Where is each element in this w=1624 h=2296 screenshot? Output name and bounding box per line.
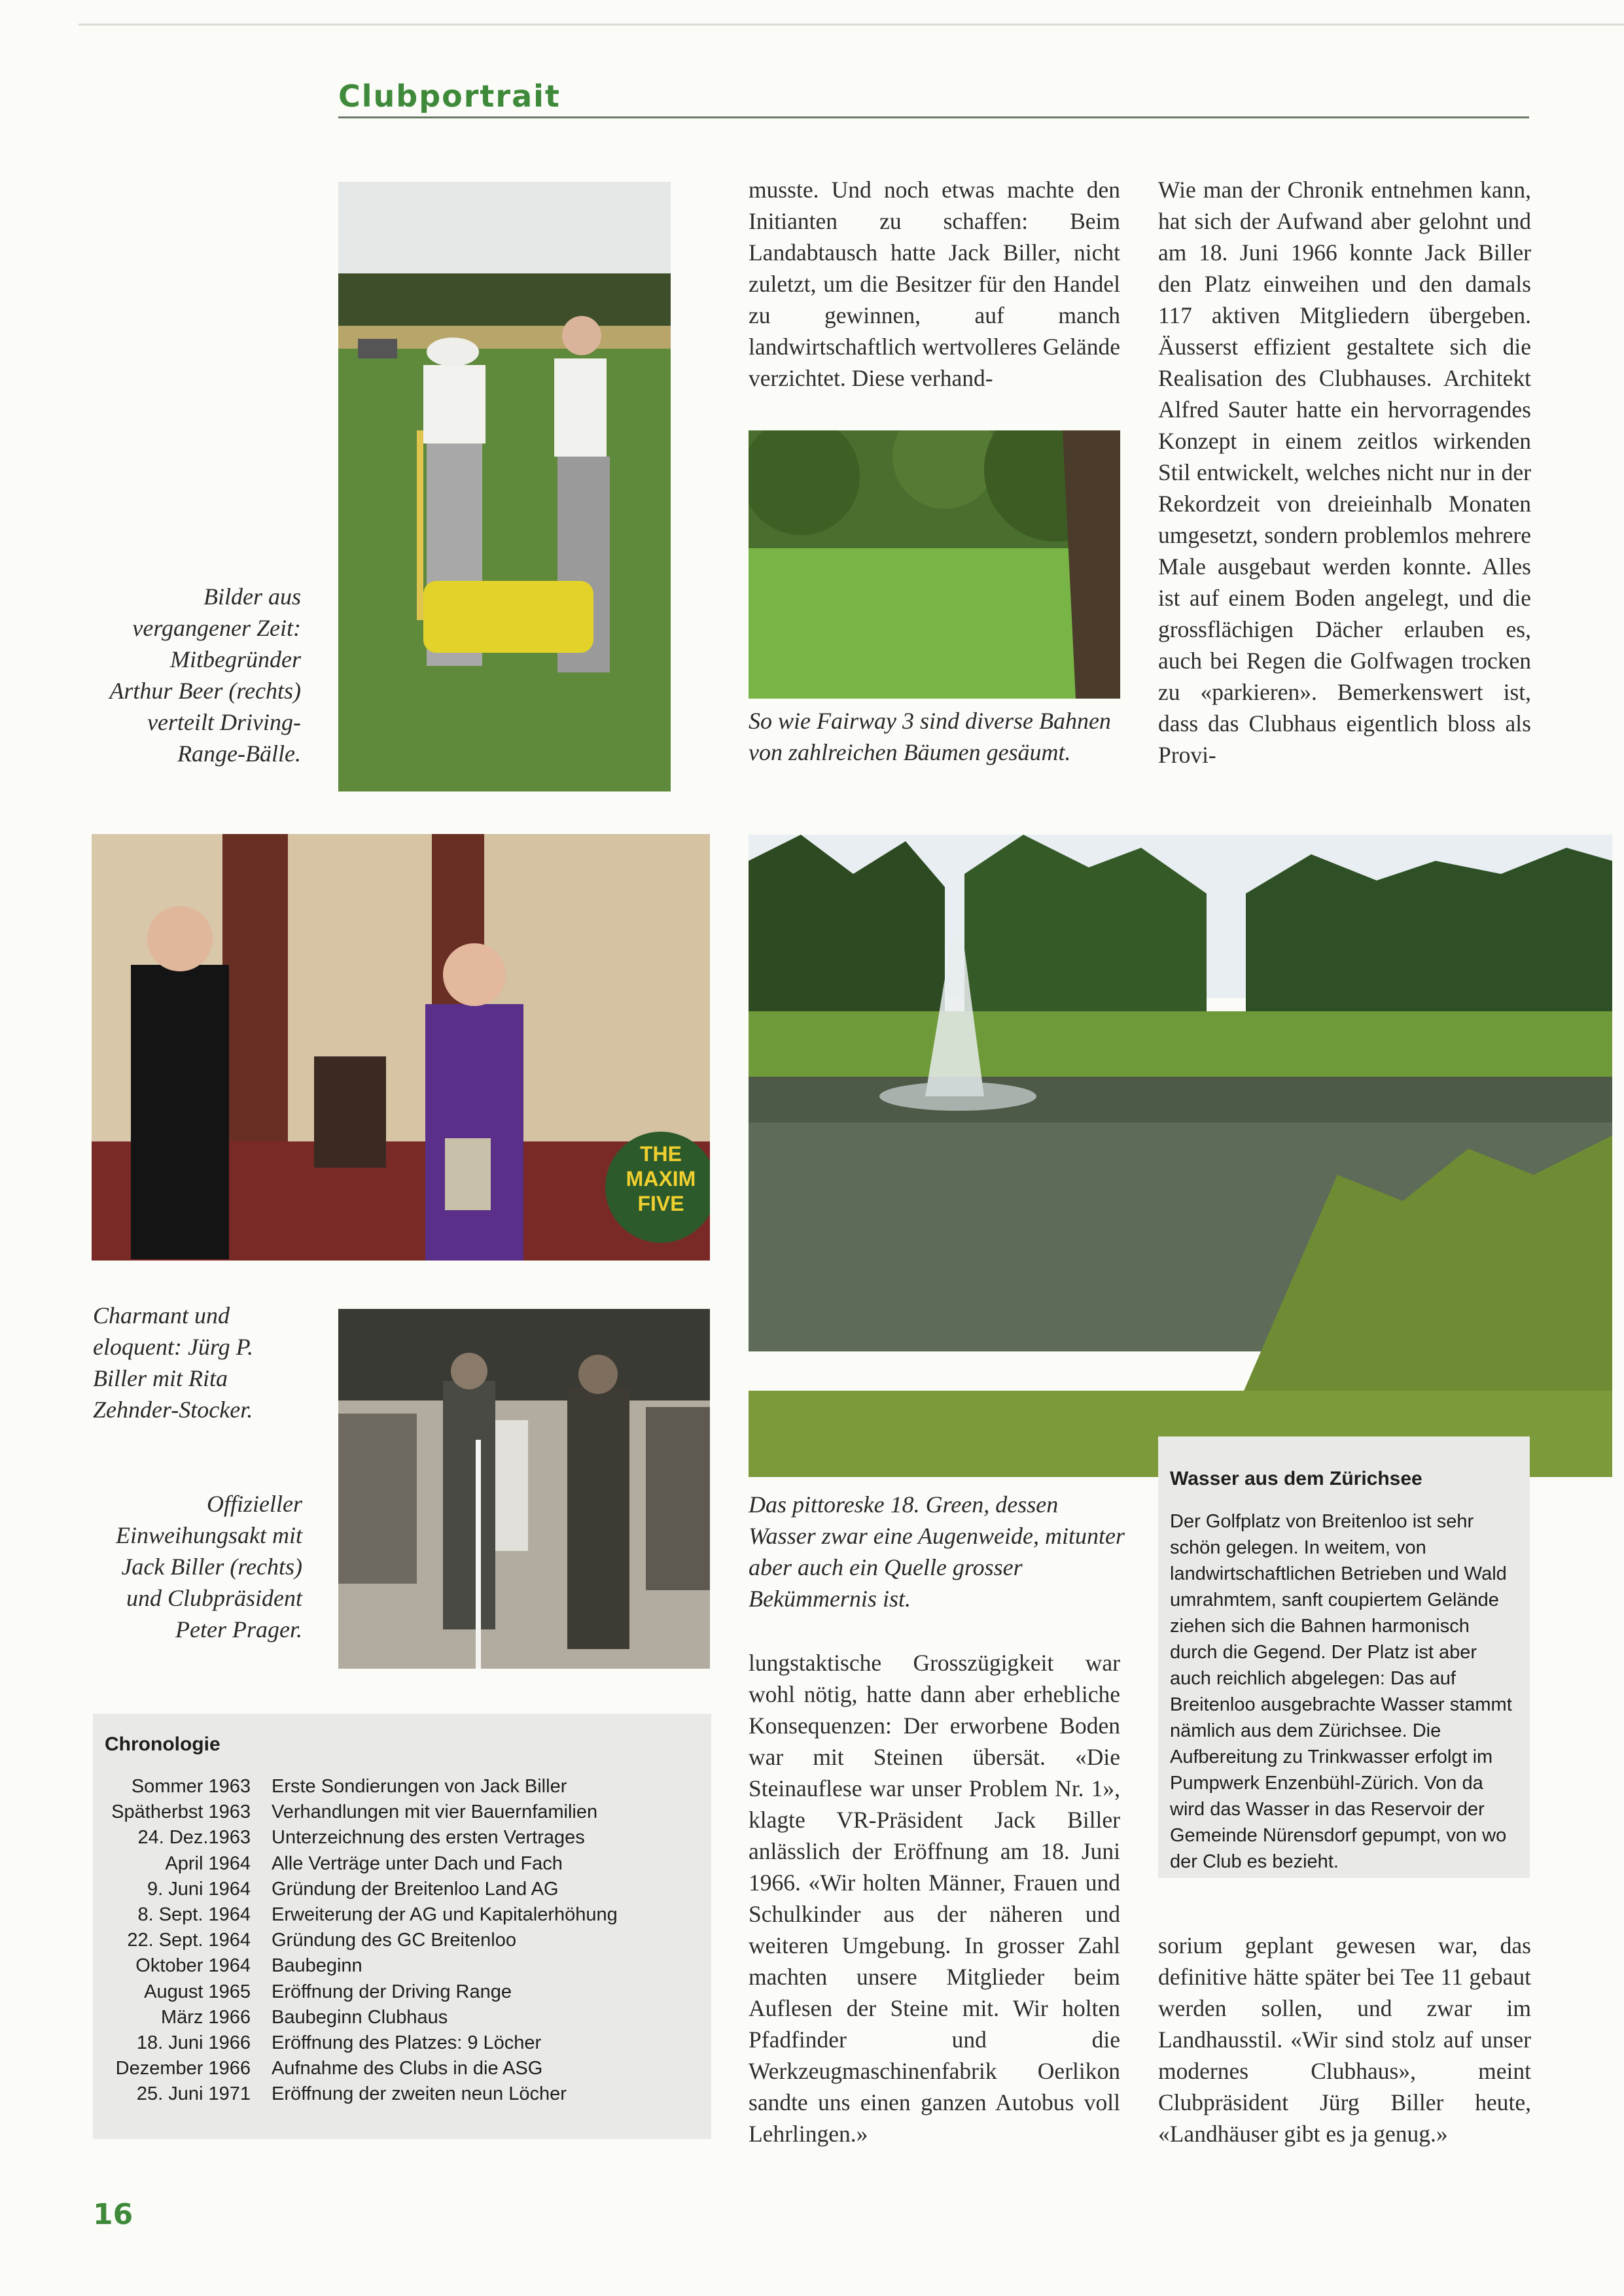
chronology-box bbox=[93, 1714, 711, 2139]
chronology-row bbox=[93, 2030, 711, 2056]
chronology-row bbox=[93, 1928, 711, 1953]
paragraph: lungstaktische Grosszügigkeit war wohl nötig, hatte dann aber erhebliche Konsequenzen: Der erworbene Boden war mit Steinen übersät. «Die Steinauflese war unser Problem Nr. 1», klagte VR-Präsident Jack Biller anlässlich der Eröffnung am 18. Juni 1966. «Wir holten Männer, Frauen und Schulkinder aus der näheren und weiteren Umgebung. In grosser Zahl machten unsere Mitglieder beim Auflesen der Steine mit. Wir holten Pfadfinder und die Werkzeugmaschinenfabrik Oerlikon sandte uns einen ganzen Autobus voll Lehrlingen.» bbox=[749, 1650, 1120, 2147]
chronology-event: Eröffnung des Platzes: 9 Löcher bbox=[272, 2032, 542, 2054]
chronology-date: Dezember 1966 bbox=[115, 2058, 251, 2079]
chronology-event: Baubeginn bbox=[272, 1955, 362, 1977]
section-title: Clubportrait bbox=[338, 78, 561, 114]
photo-driving-range bbox=[338, 182, 671, 791]
drum-label bbox=[609, 1141, 710, 1216]
chronology-row bbox=[93, 2081, 711, 2107]
paragraph: musste. Und noch etwas machte den Initianten zu schaffen: Beim Landabtausch hatte Jack Biller, nicht zuletzt, um die Besitzer für den Handel zu gewinnen, auf manch landwirtschaftlich wertvolleres Gelände verzichtet. Diese verhand- bbox=[749, 177, 1120, 391]
chronology-date: 8. Sept. 1964 bbox=[137, 1904, 251, 1926]
chronology-date: August 1965 bbox=[144, 1981, 251, 2002]
title-rule bbox=[338, 116, 1529, 118]
infobox-text: Der Golfplatz von Breitenloo ist sehr schön gelegen. In weitem, von landwirtschaftlichen Betrieben und Wald umrahmtem, sanft coupiertem Gelände ziehen sich die Bahnen harmonisch durch die Gegend. Der Platz ist aber auch reichlich abgelegen: Das auf Breitenloo ausgebrachte Wasser stammt nämlich aus dem Zürichsee. Die Aufbereitung zu Trinkwasser erfolgt im Pumpwerk Enzenbühl-Zürich. Von da wird das Wasser in das Reservoir der Gemeinde Nürensdorf gepumpt, von wo der Club es bezieht. bbox=[1170, 1511, 1512, 1872]
column-3-top-text bbox=[1158, 174, 1531, 771]
chronology-row bbox=[93, 1877, 711, 1902]
infobox-water bbox=[1158, 1436, 1530, 1878]
photo-inauguration bbox=[338, 1309, 710, 1669]
chronology-title: Chronologie bbox=[105, 1733, 221, 1755]
chronology-event: Erweiterung der AG und Kapitalerhöhung bbox=[272, 1904, 618, 1926]
chronology-date: 22. Sept. 1964 bbox=[127, 1930, 251, 1951]
chronology-event: Verhandlungen mit vier Bauernfamilien bbox=[272, 1801, 598, 1823]
chronology-row bbox=[93, 2056, 711, 2081]
chronology-date: März 1966 bbox=[160, 2006, 251, 2028]
chronology-row bbox=[93, 1953, 711, 1979]
chronology-list bbox=[93, 1774, 711, 2108]
caption-driving-range: Bilder aus vergangener Zeit: Mitbegründer Arthur Beer (rechts) verteilt Driving-Range-Bälle. bbox=[109, 583, 301, 767]
chronology-event: Eröffnung der Driving Range bbox=[272, 1981, 512, 2002]
chronology-event: Aufnahme des Clubs in die ASG bbox=[272, 2058, 543, 2079]
chronology-row bbox=[93, 1902, 711, 1928]
chronology-date: Spätherbst 1963 bbox=[111, 1801, 251, 1823]
caption-inauguration: Offizieller Einweihungsakt mit Jack Biller (rechts) und Clubpräsident Peter Prager. bbox=[116, 1491, 302, 1643]
chronology-date: 24. Dez.1963 bbox=[137, 1827, 251, 1849]
chronology-row bbox=[93, 2005, 711, 2030]
chronology-event: Alle Verträge unter Dach und Fach bbox=[272, 1852, 563, 1874]
chronology-date: 9. Juni 1964 bbox=[147, 1878, 251, 1900]
chronology-event: Eröffnung der zweiten neun Löcher bbox=[272, 2083, 567, 2105]
chronology-date: 25. Juni 1971 bbox=[136, 2083, 251, 2105]
chronology-date: Sommer 1963 bbox=[131, 1776, 251, 1797]
caption-pond-fountain: Das pittoreske 18. Green, dessen Wasser zwar eine Augenweide, mitunter aber auch ein Quelle grosser Bekümmernis ist. bbox=[749, 1491, 1125, 1612]
chronology-row bbox=[93, 1774, 711, 1800]
chronology-row bbox=[93, 1979, 711, 2005]
paragraph: sorium geplant gewesen war, das definitive hätte später bei Tee 11 gebaut werden sollen, und zwar im Landhausstil. «Wir sind stolz auf unser modernes Clubhaus», meint Clubpräsident Jürg Biller heute, «Landhäuser gibt es ja genug.» bbox=[1158, 1932, 1531, 2147]
paragraph: Wie man der Chronik entnehmen kann, hat sich der Aufwand aber gelohnt und am 18. Juni 1966 konnte Jack Biller den Platz einweihen und den damals 117 aktiven Mitgliedern übergeben. Äusserst effizient gestaltete sich die Realisation des Clubhauses. Architekt Alfred Sauter hatte ein hervorragendes Konzept in einem zeitlos wirkenden Stil entwickelt, welches nicht nur in der Rekordzeit von dreieinhalb Monaten umgesetzt, sondern problemlos mehrere Male ausgebaut werden konnte. Alles ist auf einem Boden angelegt, und die grossflächigen Dächer erlauben es, auch bei Regen die Golfwagen trocken zu «parkieren». Bemerkenswert ist, dass das Clubhaus eigentlich bloss als Provi- bbox=[1158, 177, 1531, 768]
chronology-event: Unterzeichnung des ersten Vertrages bbox=[272, 1827, 585, 1849]
column-2-bottom-text bbox=[749, 1647, 1120, 2149]
chronology-event: Erste Sondierungen von Jack Biller bbox=[272, 1776, 567, 1797]
drum-label-line: FIVE bbox=[637, 1192, 684, 1215]
top-rule bbox=[79, 24, 1624, 26]
caption-band-stage: Charmant und eloquent: Jürg P. Biller mit Rita Zehnder-Stocker. bbox=[93, 1302, 253, 1423]
chronology-date: 18. Juni 1966 bbox=[136, 2032, 251, 2054]
chronology-row bbox=[93, 1800, 711, 1825]
chronology-row bbox=[93, 1851, 711, 1877]
column-2-top-text bbox=[749, 174, 1120, 394]
photo-band-stage bbox=[92, 834, 710, 1261]
caption-fairway: So wie Fairway 3 sind diverse Bahnen von zahlreichen Bäumen gesäumt. bbox=[749, 708, 1111, 765]
chronology-event: Gründung des GC Breitenloo bbox=[272, 1930, 516, 1951]
column-3-bottom-text bbox=[1158, 1930, 1531, 2149]
page-number: 16 bbox=[93, 2198, 133, 2231]
drum-label-line: MAXIM bbox=[626, 1167, 696, 1191]
drum-label-line: THE bbox=[640, 1142, 682, 1166]
photo-pond-fountain bbox=[749, 835, 1612, 1477]
chronology-date: Oktober 1964 bbox=[135, 1955, 251, 1977]
chronology-event: Baubeginn Clubhaus bbox=[272, 2006, 448, 2028]
chronology-event: Gründung der Breitenloo Land AG bbox=[272, 1878, 559, 1900]
infobox-title: Wasser aus dem Zürichsee bbox=[1170, 1468, 1422, 1489]
photo-fairway bbox=[749, 430, 1120, 699]
chronology-date: April 1964 bbox=[165, 1852, 251, 1874]
chronology-row bbox=[93, 1825, 711, 1851]
